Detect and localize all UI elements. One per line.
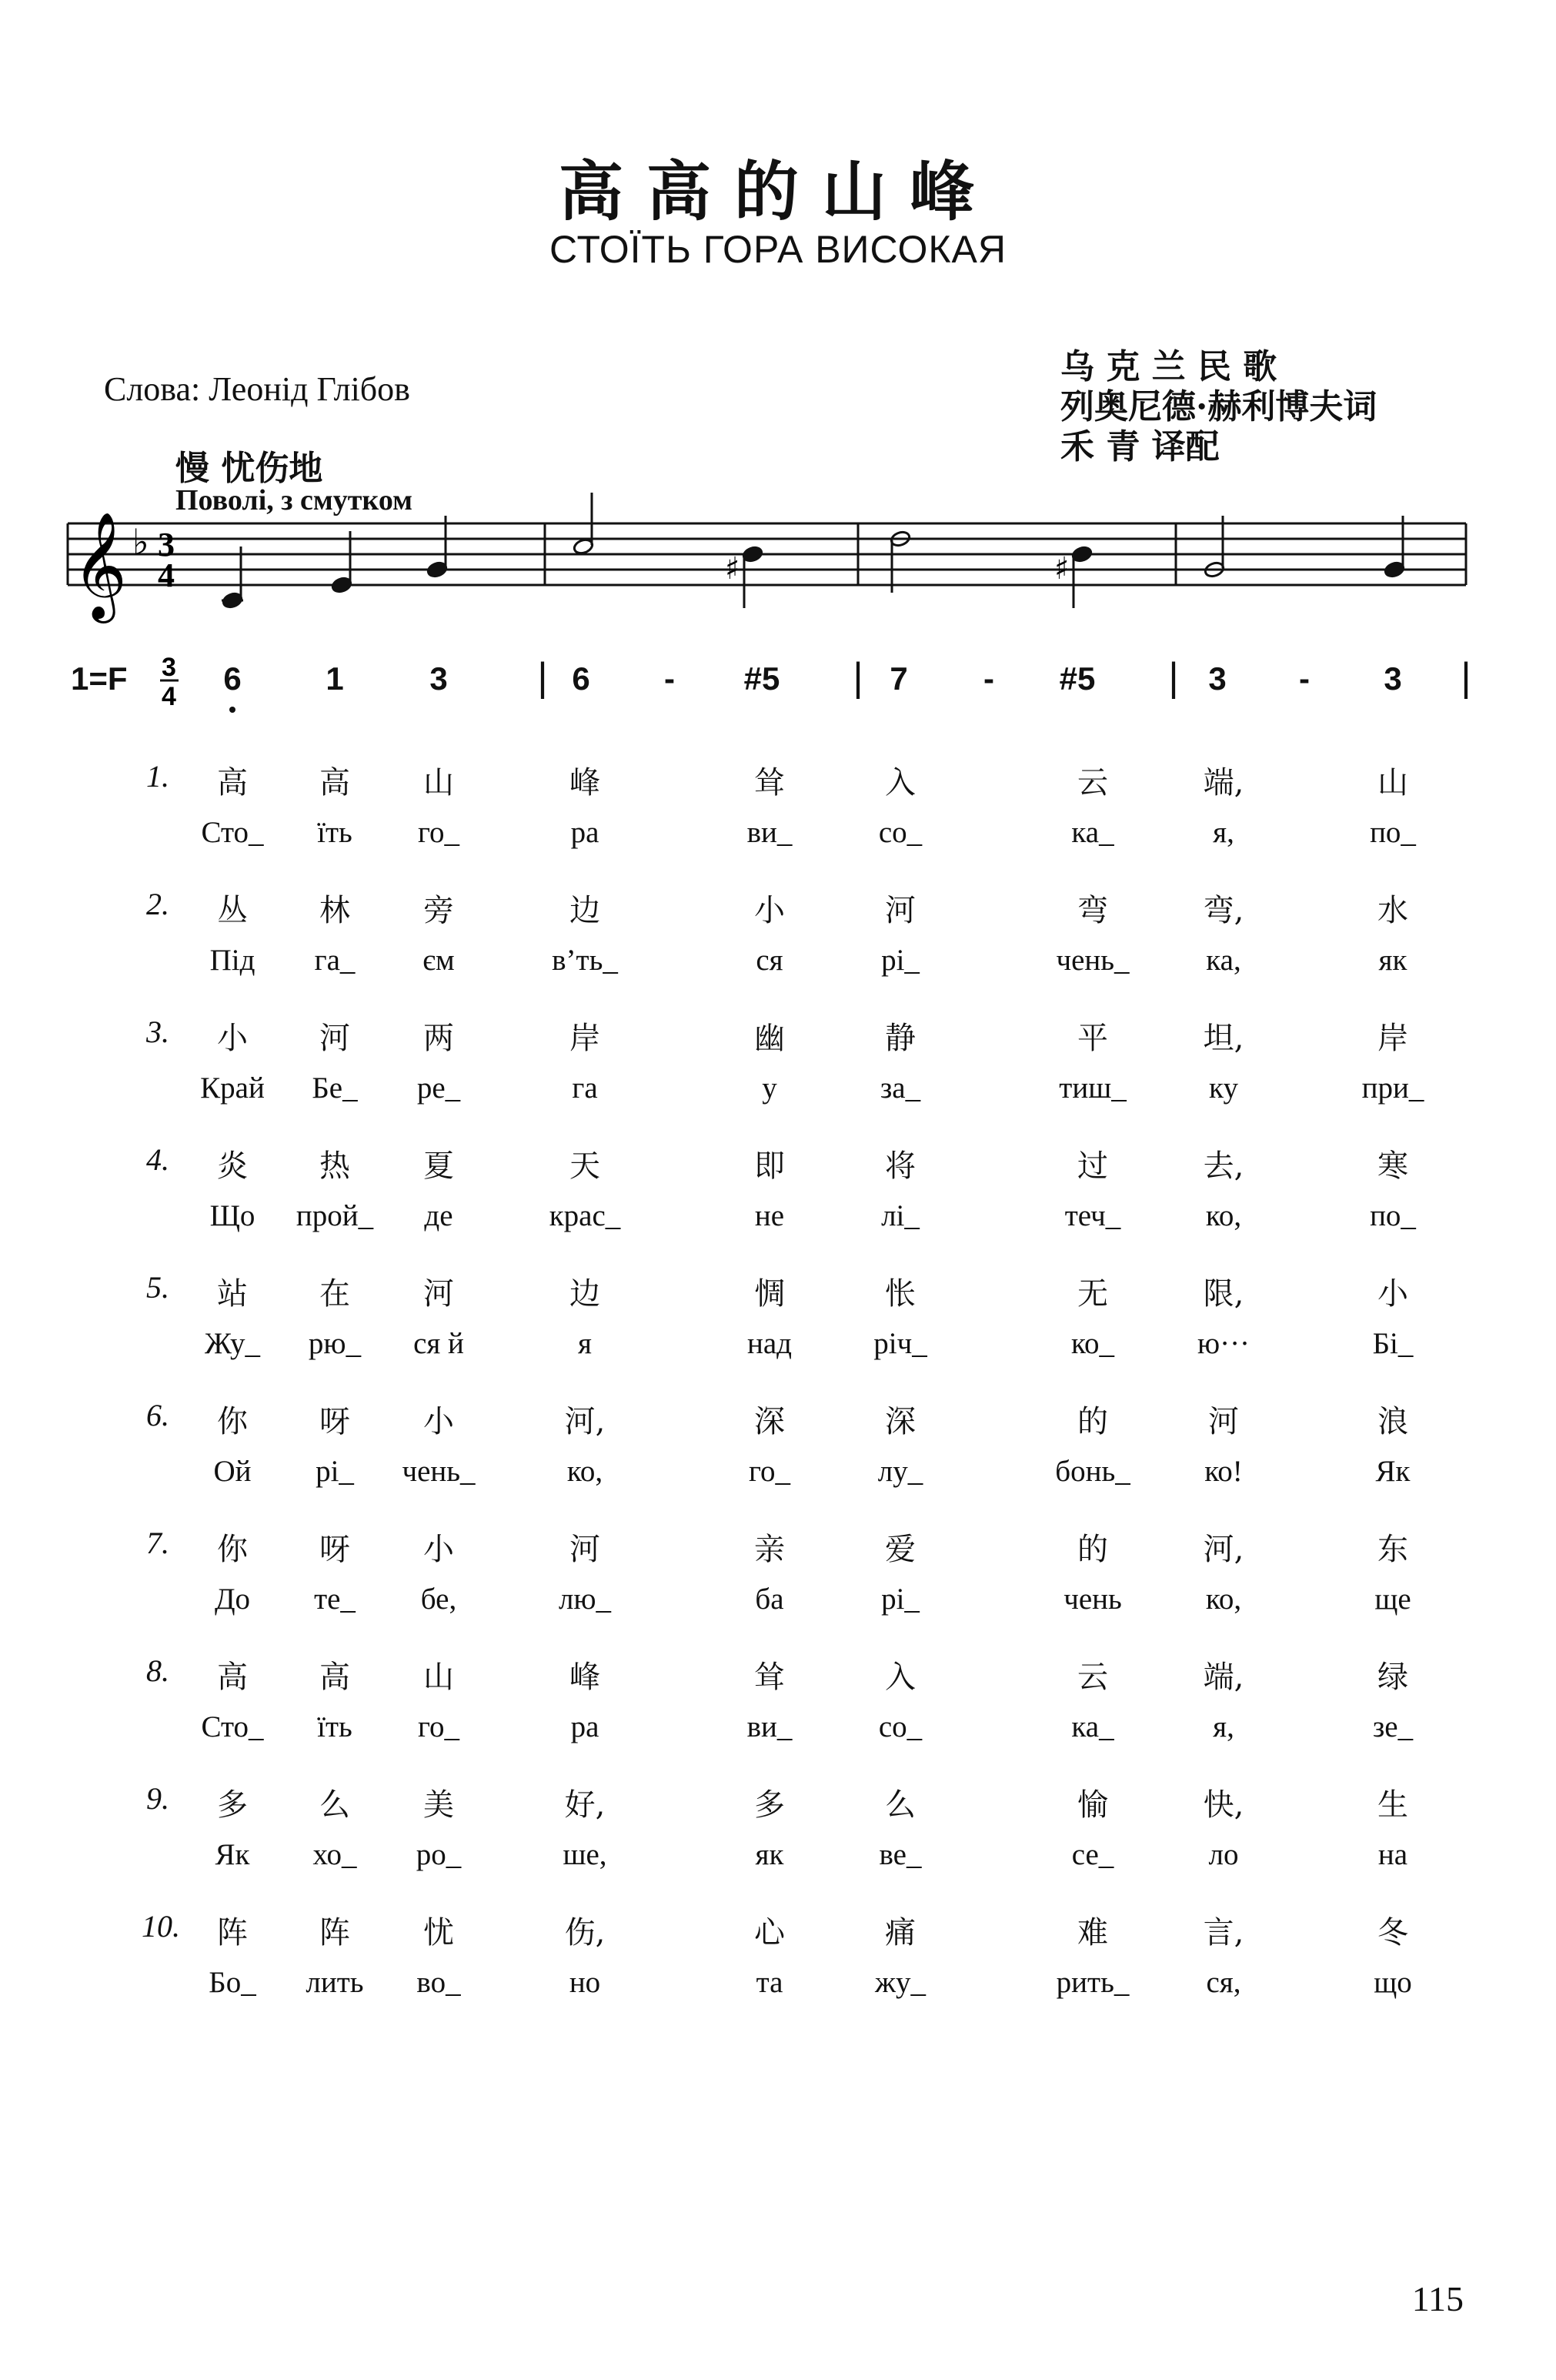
lyric-syllable-ukrainian: ше, — [563, 1838, 607, 1871]
jianpu-barline: | — [537, 655, 548, 700]
lyric-syllable-chinese: 即 — [754, 1148, 785, 1184]
lyric-syllable-ukrainian: ку — [1209, 1071, 1238, 1105]
verse-number: 6. — [146, 1398, 169, 1432]
title-chinese: 高高的山峰 — [558, 153, 997, 229]
lyric-syllable-ukrainian: їть — [317, 1710, 352, 1743]
lyric-syllable-ukrainian: го_ — [417, 816, 460, 849]
lyric-syllable-chinese: 端, — [1203, 1660, 1244, 1695]
lyric-syllable-ukrainian: ще — [1374, 1583, 1411, 1616]
verse-number: 4. — [146, 1142, 169, 1177]
jianpu-barline: | — [853, 655, 863, 700]
lyric-syllable-ukrainian: лу_ — [877, 1455, 923, 1488]
lyric-syllable-ukrainian: при_ — [1361, 1071, 1424, 1105]
note-d — [222, 547, 243, 610]
lyric-syllable-chinese: 的 — [1077, 1532, 1108, 1567]
lyric-syllable-ukrainian: га_ — [314, 944, 356, 977]
lyric-syllable-chinese: 冬 — [1377, 1915, 1408, 1950]
lyric-syllable-chinese: 炎 — [217, 1148, 248, 1184]
lyric-syllable-chinese: 在 — [319, 1276, 350, 1312]
lyric-syllable-ukrainian: в’ть_ — [552, 944, 618, 977]
jianpu-note: 3 — [429, 660, 448, 697]
lyric-syllable-chinese: 阵 — [319, 1915, 350, 1950]
lyric-syllable-ukrainian: бонь_ — [1055, 1455, 1130, 1488]
lyric-syllable-ukrainian: у — [762, 1071, 777, 1105]
lyric-syllable-chinese: 河 — [569, 1532, 600, 1567]
lyric-syllable-chinese: 河, — [1203, 1532, 1244, 1567]
lyric-syllable-ukrainian: лить — [306, 1966, 364, 1999]
lyric-syllable-ukrainian: не — [754, 1199, 785, 1232]
lyric-syllable-chinese: 阵 — [217, 1915, 248, 1950]
page-number: 115 — [1411, 2279, 1464, 2318]
lyric-syllable-chinese: 小 — [423, 1404, 454, 1439]
lyric-syllable-chinese: 生 — [1377, 1787, 1408, 1823]
jianpu-note: 7 — [890, 660, 908, 697]
verse-number: 3. — [146, 1015, 169, 1049]
lyric-syllable-ukrainian: я — [578, 1327, 592, 1360]
lyric-syllable-chinese: 天 — [569, 1148, 600, 1184]
time-signature-top: 3 — [158, 526, 175, 563]
lyric-syllable-chinese: 痛 — [885, 1915, 916, 1950]
verse-number: 5. — [146, 1270, 169, 1305]
lyric-syllable-ukrainian: рі_ — [881, 1583, 920, 1616]
lyric-syllable-chinese: 站 — [217, 1276, 248, 1312]
jianpu-note: 3 — [1208, 660, 1227, 697]
jianpu-note: #5 — [743, 660, 780, 697]
lyric-syllable-chinese: 平 — [1077, 1021, 1108, 1056]
lyric-syllable-chinese: 寒 — [1377, 1148, 1408, 1184]
lyric-syllable-ukrainian: та — [756, 1966, 783, 1999]
lyric-syllable-chinese: 么 — [885, 1787, 916, 1823]
note-a — [1384, 516, 1405, 579]
staff-lines — [68, 523, 1466, 585]
credit-lyricist: 列奥尼德·赫利博夫词 — [1060, 387, 1377, 426]
lyric-syllable-chinese: 边 — [569, 1276, 600, 1312]
lyric-syllable-chinese: 河 — [319, 1021, 350, 1056]
lyric-syllable-ukrainian: як — [755, 1838, 784, 1871]
lyric-syllable-chinese: 深 — [754, 1404, 785, 1439]
lyric-syllable-chinese: 愉 — [1077, 1787, 1108, 1823]
sharp-icon: ♯ — [725, 551, 740, 587]
lyric-syllable-chinese: 端, — [1203, 765, 1244, 801]
lyric-syllable-ukrainian: ко, — [1205, 1199, 1242, 1232]
lyric-syllable-ukrainian: бе, — [420, 1583, 457, 1616]
lyric-syllable-ukrainian: ка, — [1206, 944, 1241, 977]
lyric-syllable-ukrainian: во_ — [416, 1966, 461, 1999]
note-f — [331, 531, 352, 594]
lyric-syllable-chinese: 快, — [1203, 1787, 1244, 1823]
jianpu-note: - — [664, 660, 675, 697]
lyric-syllable-chinese: 忧 — [423, 1915, 454, 1950]
lyric-syllable-chinese: 你 — [217, 1404, 248, 1439]
lyric-syllable-chinese: 入 — [885, 1660, 916, 1695]
lyric-syllable-chinese: 耸 — [754, 1660, 785, 1695]
flat-key-signature-icon: ♭ — [132, 521, 149, 563]
lyric-syllable-chinese: 高 — [217, 765, 248, 801]
jianpu-barline: | — [1461, 655, 1471, 700]
lyric-syllable-ukrainian: рить_ — [1056, 1966, 1130, 1999]
lyric-syllable-ukrainian: річ_ — [873, 1327, 927, 1360]
lyric-syllable-chinese: 岸 — [569, 1021, 600, 1056]
lyric-syllable-chinese: 河 — [423, 1276, 454, 1312]
lyric-syllable-ukrainian: ро_ — [416, 1838, 462, 1871]
jianpu-note: - — [983, 660, 994, 697]
lyric-syllable-chinese: 小 — [754, 893, 785, 928]
lyric-syllable-chinese: 小 — [217, 1021, 248, 1056]
lyric-syllable-chinese: 旁 — [423, 893, 454, 928]
note-c-sharp — [742, 545, 763, 608]
verse-number: 9. — [146, 1781, 169, 1816]
lyric-syllable-chinese: 入 — [885, 765, 916, 801]
verse-number: 8. — [146, 1653, 169, 1688]
lyric-syllable-ukrainian: Ой — [213, 1455, 252, 1488]
lyric-syllable-ukrainian: теч_ — [1064, 1199, 1121, 1232]
lyric-syllable-ukrainian: лю_ — [558, 1583, 612, 1616]
lyric-syllable-chinese: 夏 — [423, 1148, 454, 1184]
lyric-syllable-chinese: 难 — [1077, 1915, 1108, 1950]
lyric-syllable-ukrainian: по_ — [1370, 816, 1416, 849]
lyric-syllable-ukrainian: рі_ — [881, 944, 920, 977]
lyric-syllable-ukrainian: ко, — [1205, 1583, 1242, 1616]
lyric-syllable-ukrainian: жу_ — [875, 1966, 926, 1999]
lyric-syllable-chinese: 你 — [217, 1532, 248, 1567]
lyric-syllable-chinese: 爱 — [885, 1532, 916, 1567]
lyric-syllable-chinese: 耸 — [754, 765, 785, 801]
lyricist-ukrainian: Слова: Леонід Глібов — [104, 370, 410, 408]
lyric-syllable-chinese: 两 — [423, 1021, 454, 1056]
key-signature-label: 1=F — [71, 660, 128, 697]
lyric-syllable-ukrainian: ка_ — [1071, 816, 1114, 849]
note-c-sharp — [1071, 545, 1093, 608]
lyric-syllable-chinese: 去, — [1203, 1148, 1244, 1184]
jianpu-note: - — [1299, 660, 1310, 697]
lyric-syllable-ukrainian: я, — [1213, 1710, 1234, 1743]
lyric-syllable-chinese: 浪 — [1377, 1404, 1408, 1439]
jianpu-note: 6 — [572, 660, 590, 697]
time-signature-bottom: 4 — [158, 557, 175, 594]
lyric-syllable-chinese: 将 — [885, 1148, 916, 1184]
lyric-syllable-ukrainian: ся, — [1206, 1966, 1241, 1999]
lyric-syllable-ukrainian: прой_ — [296, 1199, 374, 1232]
lyric-syllable-ukrainian: га — [572, 1071, 598, 1105]
lyric-syllable-chinese: 坦, — [1203, 1021, 1244, 1056]
lyric-syllable-ukrainian: ся — [756, 944, 783, 977]
lyric-syllable-chinese: 心 — [754, 1915, 785, 1950]
tempo-marking-ukrainian: Поволі, з смутком — [175, 484, 412, 516]
lyric-syllable-chinese: 么 — [319, 1787, 350, 1823]
lyric-syllable-ukrainian: Що — [209, 1199, 255, 1232]
lyric-syllable-chinese: 峰 — [569, 765, 600, 801]
lyric-syllable-ukrainian: рі_ — [316, 1455, 354, 1488]
lyric-syllable-ukrainian: Як — [1375, 1455, 1411, 1488]
lyric-syllable-chinese: 河 — [885, 893, 916, 928]
lyric-syllable-ukrainian: над — [746, 1327, 793, 1360]
lyric-syllable-ukrainian: Бі_ — [1372, 1327, 1414, 1360]
lyric-syllable-chinese: 呀 — [319, 1532, 350, 1567]
lyric-syllable-ukrainian: хо_ — [312, 1838, 357, 1871]
lyric-syllable-chinese: 惆 — [754, 1276, 785, 1312]
lyric-syllable-ukrainian: со_ — [878, 816, 923, 849]
low-octave-dot — [229, 707, 235, 713]
lyric-syllable-ukrainian: єм — [422, 944, 455, 977]
lyric-syllable-chinese: 多 — [217, 1787, 248, 1823]
lyric-syllable-ukrainian: чень — [1063, 1583, 1122, 1616]
lyric-syllable-ukrainian: ю··· — [1197, 1327, 1250, 1360]
lyric-syllable-ukrainian: Бе_ — [312, 1071, 358, 1105]
lyric-syllable-chinese: 过 — [1077, 1148, 1108, 1184]
lyric-syllable-ukrainian: крас_ — [549, 1199, 621, 1232]
lyric-syllable-ukrainian: Під — [209, 944, 255, 977]
lyric-syllable-chinese: 伤, — [564, 1915, 606, 1950]
jianpu-time-top: 3 — [162, 653, 176, 682]
lyric-syllable-ukrainian: ра — [570, 1710, 599, 1743]
lyric-syllable-chinese: 好, — [564, 1787, 606, 1823]
lyric-syllable-ukrainian: Бо_ — [209, 1966, 256, 1999]
lyric-syllable-chinese: 山 — [423, 1660, 454, 1695]
lyric-syllable-chinese: 无 — [1077, 1276, 1108, 1312]
lyric-syllable-chinese: 弯, — [1203, 893, 1244, 928]
lyric-syllable-ukrainian: на — [1377, 1838, 1408, 1871]
lyric-syllable-ukrainian: Як — [215, 1838, 250, 1871]
lyric-syllable-chinese: 绿 — [1377, 1660, 1408, 1695]
lyric-syllable-ukrainian: Край — [200, 1071, 265, 1105]
jianpu-note: #5 — [1059, 660, 1096, 697]
lyric-syllable-ukrainian: ви_ — [746, 816, 793, 849]
lyric-syllable-chinese: 小 — [423, 1532, 454, 1567]
note-a — [426, 516, 448, 579]
lyric-syllable-ukrainian: як — [1378, 944, 1407, 977]
lyric-syllable-ukrainian: лі_ — [881, 1199, 920, 1232]
verse-number: 2. — [146, 887, 169, 921]
lyric-syllable-chinese: 高 — [217, 1660, 248, 1695]
lyric-syllable-ukrainian: ве_ — [879, 1838, 922, 1871]
lyric-syllable-ukrainian: ви_ — [746, 1710, 793, 1743]
lyric-syllable-chinese: 美 — [423, 1787, 454, 1823]
lyric-syllable-ukrainian: Сто_ — [201, 1710, 264, 1743]
lyric-syllable-chinese: 云 — [1077, 765, 1108, 801]
lyric-syllable-ukrainian: по_ — [1370, 1199, 1416, 1232]
lyric-syllable-ukrainian: я, — [1213, 816, 1234, 849]
lyric-syllable-ukrainian: со_ — [878, 1710, 923, 1743]
jianpu-note: 1 — [326, 660, 344, 697]
lyric-syllable-ukrainian: Жу_ — [204, 1327, 261, 1360]
lyric-syllable-chinese: 幽 — [754, 1021, 785, 1056]
jianpu-note: 3 — [1384, 660, 1402, 697]
lyric-syllable-ukrainian: ко! — [1204, 1455, 1243, 1488]
verse-number: 10. — [142, 1909, 180, 1944]
lyric-syllable-chinese: 东 — [1377, 1532, 1408, 1567]
lyric-syllable-ukrainian: рю_ — [308, 1327, 362, 1360]
lyric-syllable-chinese: 呀 — [319, 1404, 350, 1439]
lyric-syllable-chinese: 弯 — [1077, 893, 1108, 928]
lyric-syllable-ukrainian: чень_ — [1056, 944, 1130, 977]
lyric-syllable-ukrainian: тиш_ — [1059, 1071, 1127, 1105]
lyric-syllable-chinese: 亲 — [754, 1532, 785, 1567]
lyric-syllable-chinese: 深 — [885, 1404, 916, 1439]
lyric-syllable-ukrainian: де — [424, 1199, 453, 1232]
lyric-syllable-chinese: 河, — [564, 1404, 606, 1439]
lyric-syllable-ukrainian: го_ — [417, 1710, 460, 1743]
lyric-syllable-ukrainian: ба — [755, 1583, 784, 1616]
lyric-syllable-chinese: 多 — [754, 1787, 785, 1823]
title-ukrainian: СТОЇТЬ ГОРА ВИСОКАЯ — [549, 228, 1007, 271]
lyric-syllable-chinese: 高 — [319, 1660, 350, 1695]
lyric-syllable-ukrainian: се_ — [1071, 1838, 1114, 1871]
lyric-syllable-chinese: 的 — [1077, 1404, 1108, 1439]
lyric-syllable-ukrainian: чень_ — [402, 1455, 476, 1488]
lyric-syllable-ukrainian: зе_ — [1372, 1710, 1414, 1743]
treble-clef-icon: 𝄞 — [72, 512, 127, 619]
lyric-syllable-chinese: 高 — [319, 765, 350, 801]
lyric-syllable-ukrainian: те_ — [314, 1583, 356, 1616]
lyric-syllable-ukrainian: ло — [1208, 1838, 1239, 1871]
lyric-syllable-ukrainian: ре_ — [416, 1071, 461, 1105]
lyric-syllable-chinese: 小 — [1377, 1276, 1408, 1312]
lyric-syllable-ukrainian: що — [1374, 1966, 1412, 1999]
tempo-marking-chinese: 慢 忧伤地 — [175, 449, 323, 488]
lyric-syllable-chinese: 限, — [1203, 1276, 1244, 1312]
credit-translator: 禾 青 译配 — [1060, 427, 1220, 466]
lyric-syllable-ukrainian: До — [214, 1583, 251, 1616]
credit-origin: 乌 克 兰 民 歌 — [1060, 347, 1277, 386]
lyric-syllable-chinese: 河 — [1208, 1404, 1239, 1439]
lyric-syllable-ukrainian: го_ — [748, 1455, 791, 1488]
lyric-syllable-chinese: 云 — [1077, 1660, 1108, 1695]
lyric-syllable-chinese: 岸 — [1377, 1021, 1408, 1056]
jianpu-barline: | — [1168, 655, 1179, 700]
lyric-syllable-ukrainian: їть — [317, 816, 352, 849]
lyric-syllable-chinese: 怅 — [885, 1276, 916, 1312]
lyric-syllable-ukrainian: ся й — [413, 1327, 464, 1360]
lyric-syllable-ukrainian: ко, — [566, 1455, 603, 1488]
lyric-syllable-chinese: 水 — [1377, 893, 1408, 928]
lyric-syllable-chinese: 边 — [569, 893, 600, 928]
lyric-syllable-chinese: 山 — [423, 765, 454, 801]
lyric-syllable-chinese: 丛 — [217, 893, 248, 928]
lyric-syllable-ukrainian: ко_ — [1071, 1327, 1114, 1360]
lyric-syllable-chinese: 言, — [1203, 1915, 1244, 1950]
lyric-syllable-chinese: 山 — [1377, 765, 1408, 801]
jianpu-note: 6 — [223, 660, 242, 697]
lyric-syllable-ukrainian: ра — [570, 816, 599, 849]
verse-number: 1. — [146, 759, 169, 794]
lyric-syllable-chinese: 静 — [885, 1021, 916, 1056]
jianpu-time-bottom: 4 — [162, 682, 176, 711]
lyric-syllable-chinese: 峰 — [569, 1660, 600, 1695]
verse-number: 7. — [146, 1526, 169, 1560]
lyric-syllable-ukrainian: но — [569, 1966, 601, 1999]
sharp-icon: ♯ — [1054, 551, 1070, 587]
lyric-syllable-chinese: 林 — [319, 893, 350, 928]
lyric-syllable-ukrainian: ка_ — [1071, 1710, 1114, 1743]
lyric-syllable-ukrainian: Сто_ — [201, 816, 264, 849]
lyric-syllable-ukrainian: за_ — [880, 1071, 921, 1105]
lyric-syllable-chinese: 热 — [319, 1148, 350, 1184]
